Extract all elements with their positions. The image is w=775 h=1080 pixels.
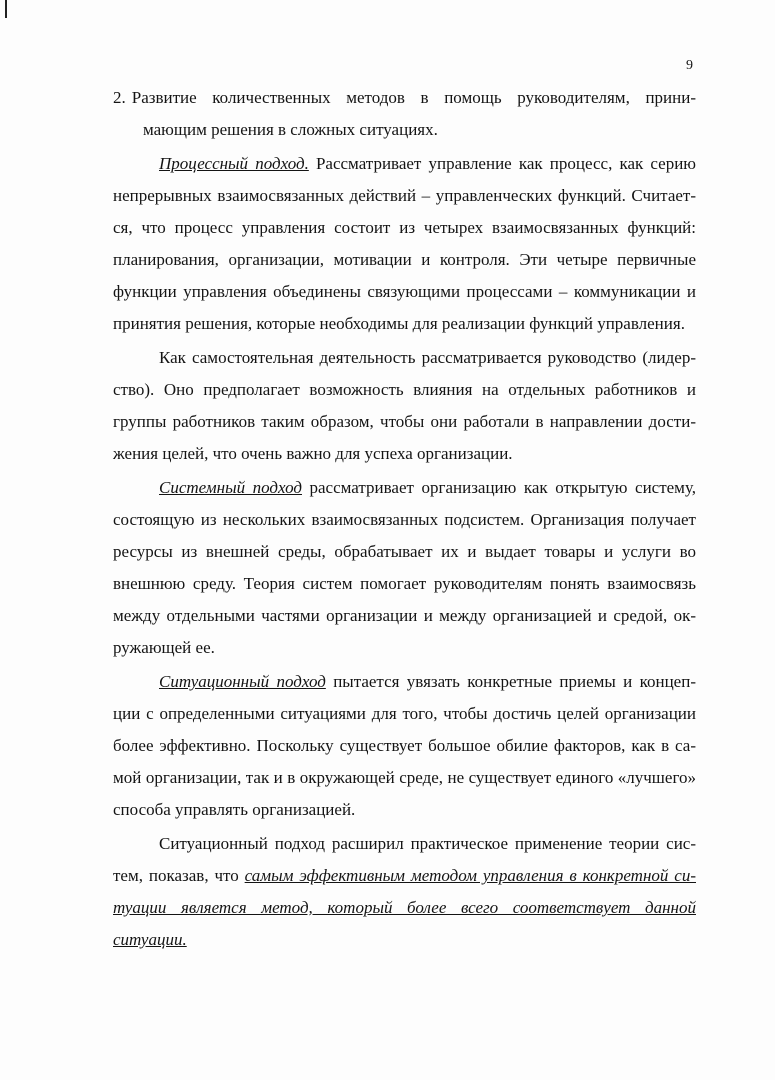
list-item-2: [113, 82, 696, 146]
text-line: состоящую из нескольких взаимосвязанных подсистем. Организация получает: [113, 510, 696, 529]
text-line: группы работников таким образом, чтобы они работали в направлении дости-: [113, 412, 696, 431]
text-line: принятия решения, которые необходимы для реализации функций управления.: [113, 314, 685, 333]
paragraph-process-approach: [113, 148, 696, 340]
text-line: мающим решения в сложных ситуациях.: [143, 120, 438, 139]
text-line: функции управления объединены связующими процессами – коммуникации и: [113, 282, 696, 301]
term-process-approach: Процессный подход.: [159, 154, 309, 173]
text-line: планирования, организации, мотивации и контроля. Эти четыре первичные: [113, 250, 696, 269]
text-line: жения целей, что очень важно для успеха организации.: [113, 444, 513, 463]
text-line: Ситуационный подход пытается увязать конкретные приемы и концеп-: [159, 672, 696, 691]
paragraph-systems-approach: [113, 472, 696, 664]
text-line: [113, 924, 696, 956]
list-number: 2.: [113, 88, 126, 107]
text-line: Процессный подход. Рассматривает управление как процесс, как серию: [159, 154, 696, 173]
paragraph-situational-approach: [113, 666, 696, 826]
page-body: [113, 82, 696, 958]
term-systems-approach: Системный подход: [159, 478, 302, 497]
term-situational-approach: Ситуационный подход: [159, 672, 326, 691]
text-line: непрерывных взаимосвязанных действий – управленческих функций. Считает-: [113, 186, 696, 205]
underlined-emphasis: самым эффективным методом управления в конкретной си-: [244, 866, 696, 885]
text-line: Как самостоятельная деятельность рассматривается руководство (лидер-: [159, 348, 696, 367]
text-line: Ситуационный подход расширил практическое применение теории сис-: [159, 834, 696, 853]
text-line: способа управлять организацией.: [113, 800, 356, 819]
text-line: ции с определенными ситуациями для того, чтобы достичь целей организации: [113, 704, 696, 723]
paragraph-conclusion: [113, 828, 696, 956]
page-number: 9: [686, 58, 693, 73]
text-line: мой организации, так и в окружающей среде, не существует единого «лучшего»: [113, 768, 696, 787]
scan-edge-mark: [5, 0, 7, 18]
text-line: ство). Оно предполагает возможность влияния на отдельных работников и: [113, 380, 696, 399]
text-line: [113, 892, 696, 924]
underlined-emphasis: ситуации.: [113, 930, 187, 949]
text-line: между отдельными частями организации и между организацией и средой, ок-: [113, 606, 696, 625]
text-line: более эффективно. Поскольку существует большое обилие факторов, как в са-: [113, 736, 696, 755]
list-item-text: Развитие количественных методов в помощь руководителям, прини-: [131, 88, 696, 107]
text-line: Системный подход рассматривает организацию как открытую систему,: [159, 478, 696, 497]
text-line: ся, что процесс управления состоит из четырех взаимосвязанных функций:: [113, 218, 696, 237]
text-line: [113, 82, 696, 114]
paragraph-leadership: [113, 342, 696, 470]
text-line: ресурсы из внешней среды, обрабатывает их и выдает товары и услуги во: [113, 542, 696, 561]
text-line: ружающей ее.: [113, 638, 215, 657]
underlined-emphasis: туации является метод, который более всего соответствует данной: [113, 898, 696, 917]
text-line: внешнюю среду. Теория систем помогает руководителям понять взаимосвязь: [113, 574, 696, 593]
text-line: тем, показав, что самым эффективным методом управления в конкретной си-: [113, 866, 696, 885]
